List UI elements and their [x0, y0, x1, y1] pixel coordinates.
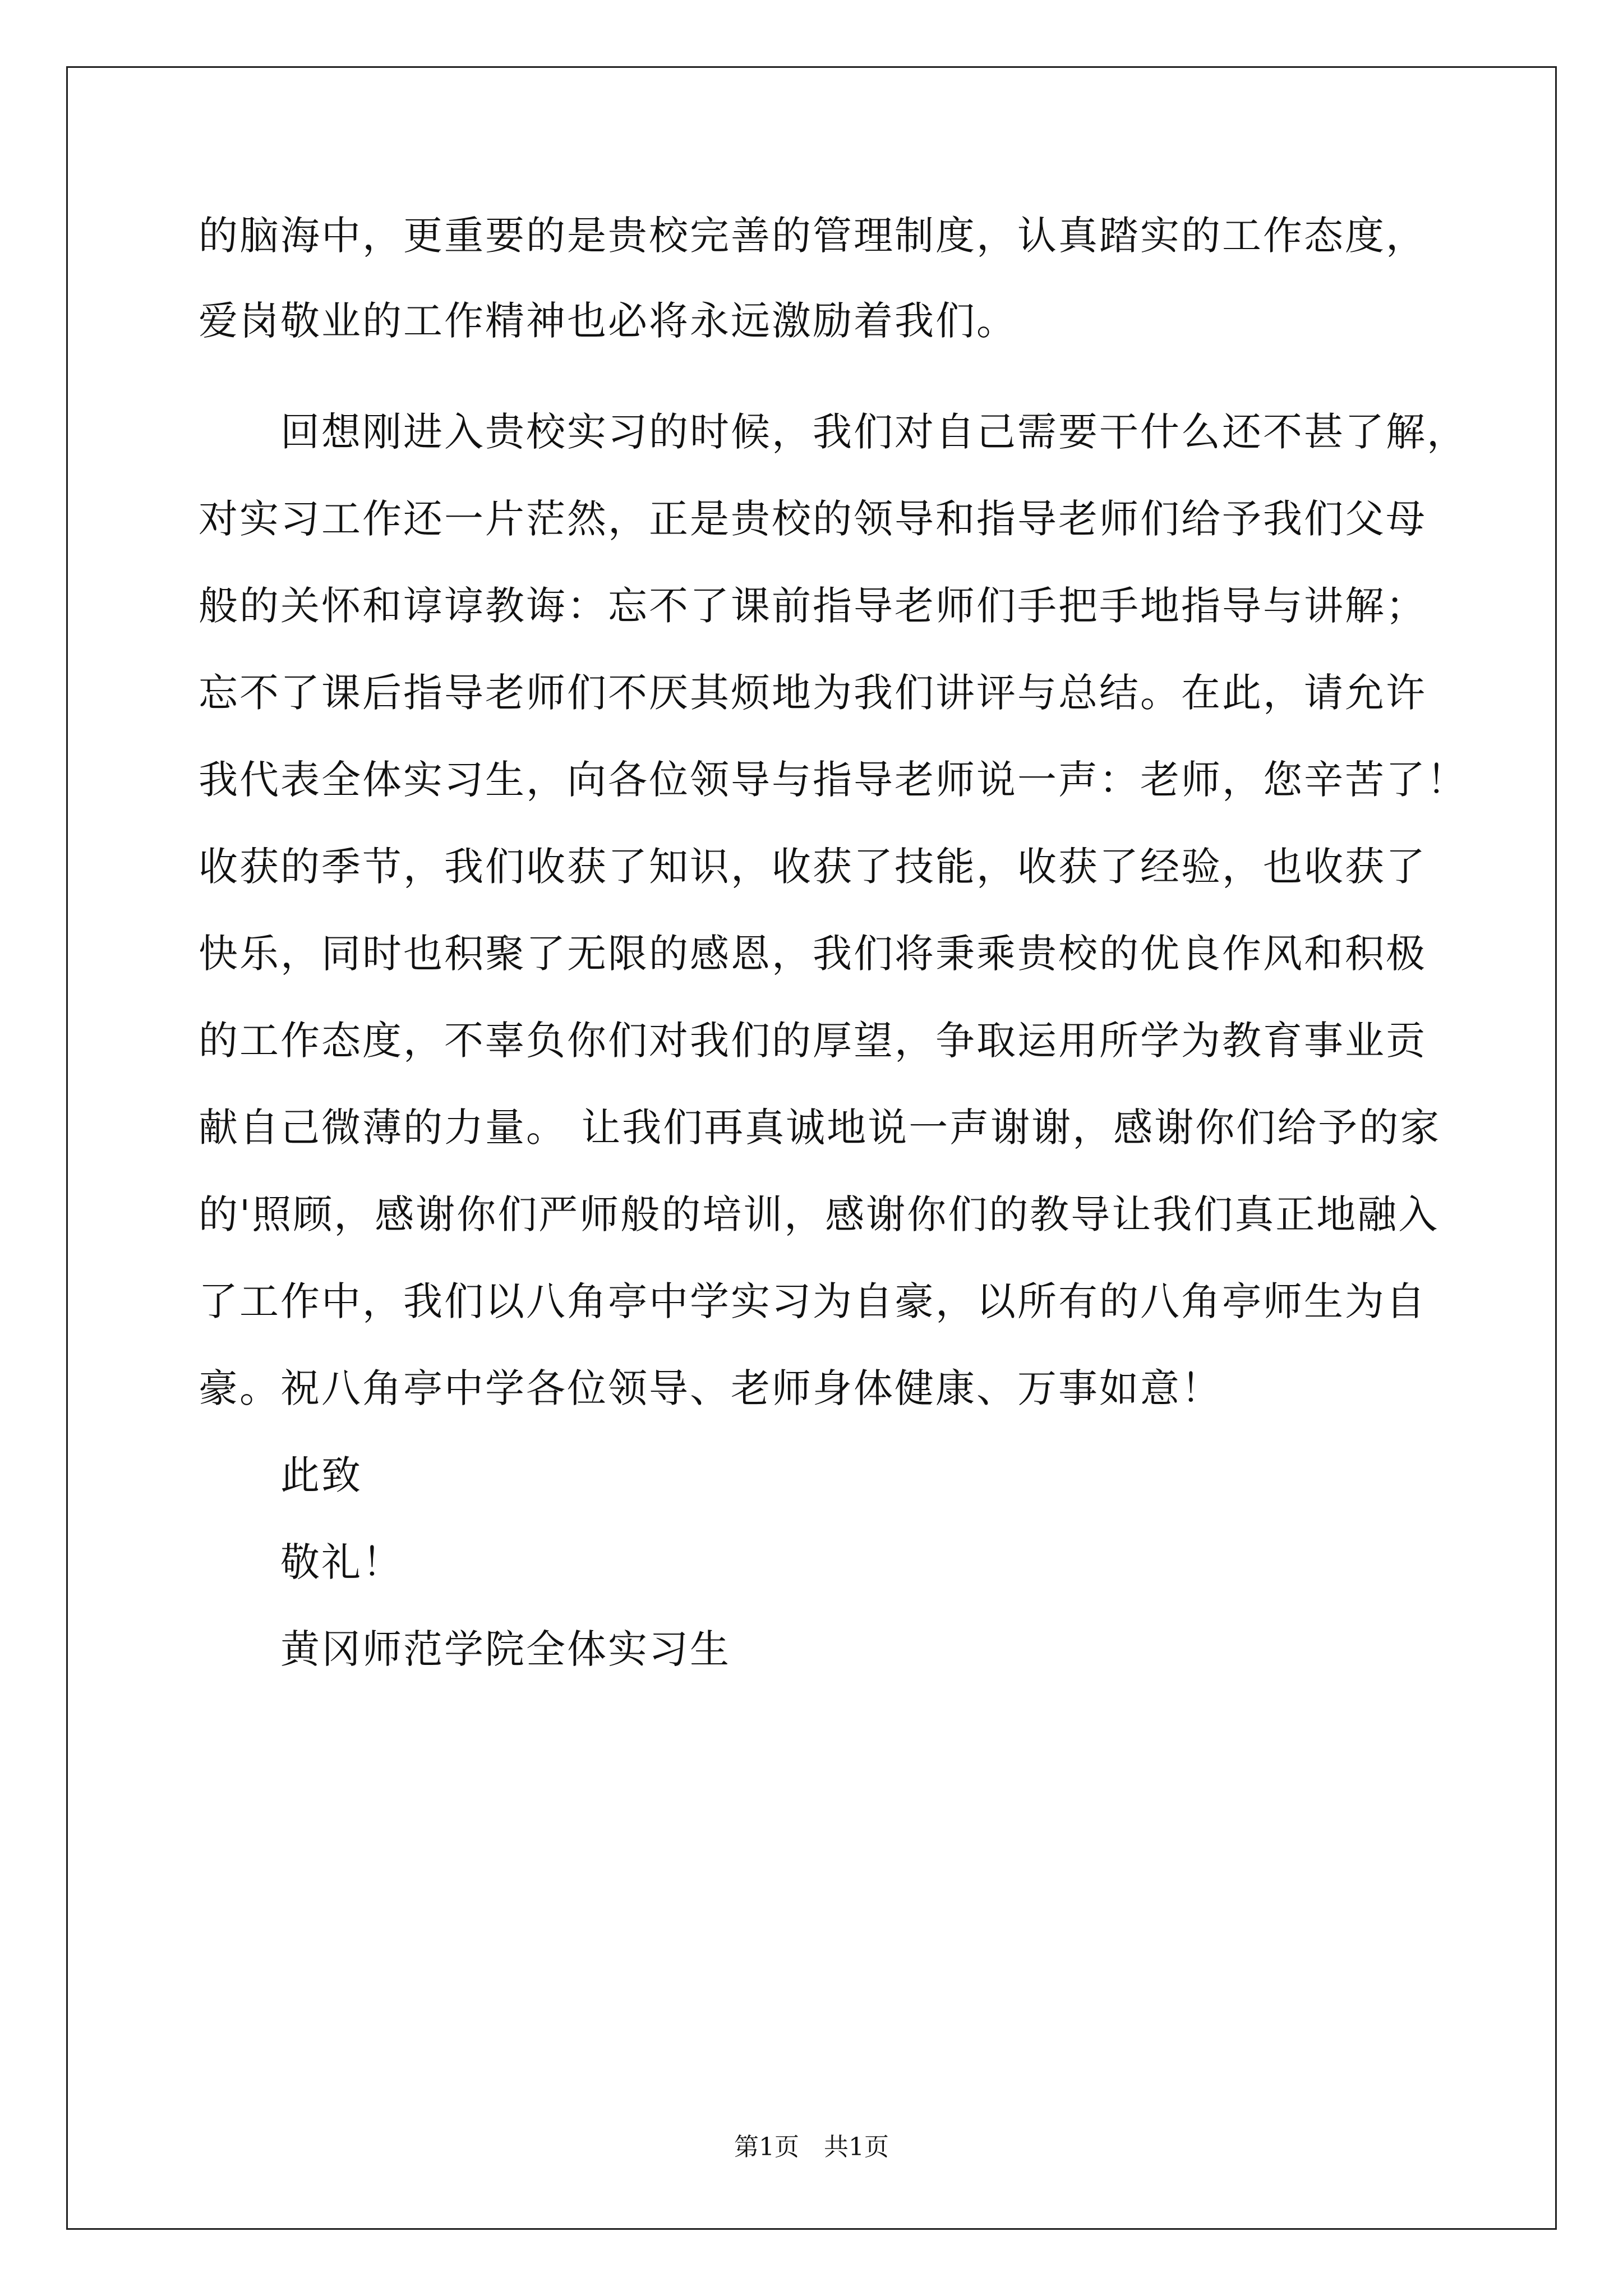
- body-line: 收获的季节，我们收获了知识，收获了技能，收获了经验，也收获了: [199, 844, 1427, 890]
- body-line: 豪。祝八角亭中学各位领导、老师身体健康、万事如意！: [199, 1365, 1222, 1411]
- body-line: 的'照顾，感谢你们严师般的培训，感谢你们的教导让我们真正地融入: [199, 1191, 1440, 1237]
- closing-line: 此致: [280, 1452, 362, 1498]
- body-line: 回想刚进入贵校实习的时候，我们对自己需要干什么还不甚了解，: [280, 409, 1468, 455]
- body-line: 了工作中，我们以八角亭中学实习为自豪，以所有的八角亭师生为自: [199, 1278, 1427, 1324]
- page-footer: 第1页 共1页: [734, 2133, 889, 2161]
- body-line: 般的关怀和谆谆教诲：忘不了课前指导老师们手把手地指导与讲解；: [199, 583, 1427, 629]
- body-line: 对实习工作还一片茫然，正是贵校的领导和指导老师们给予我们父母: [199, 496, 1427, 542]
- body-line: 献自己微薄的力量。 让我们再真诚地说一声谢谢，感谢你们给予的家: [199, 1105, 1441, 1151]
- body-line: 爱岗敬业的工作精神也必将永远激励着我们。: [199, 298, 1017, 344]
- body-line: 的脑海中，更重要的是贵校完善的管理制度，认真踏实的工作态度，: [199, 213, 1427, 259]
- signature-line: 黄冈师范学院全体实习生: [280, 1626, 731, 1672]
- body-line: 我代表全体实习生，向各位领导与指导老师说一声：老师，您辛苦了！: [199, 757, 1468, 803]
- salutation-line: 敬礼！: [280, 1539, 403, 1585]
- body-line: 的工作态度，不辜负你们对我们的厚望，争取运用所学为教育事业贡: [199, 1018, 1427, 1064]
- body-line: 快乐，同时也积聚了无限的感恩，我们将秉乘贵校的优良作风和积极: [199, 931, 1427, 977]
- body-line: 忘不了课后指导老师们不厌其烦地为我们讲评与总结。在此，请允许: [199, 670, 1427, 716]
